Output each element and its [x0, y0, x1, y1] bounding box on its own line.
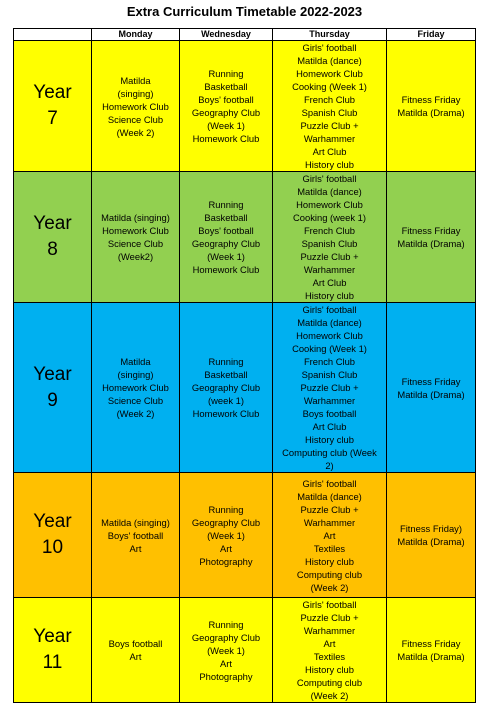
activity-item: Warhammer: [303, 395, 356, 406]
activity-item: Girls' football: [302, 173, 357, 184]
activity-item: (Week 2): [310, 581, 349, 593]
activity-item: French Club: [303, 225, 356, 236]
activity-item: Puzzle Club +: [300, 120, 359, 131]
year-label: 10: [41, 537, 64, 558]
activity-item: Homework Club: [296, 68, 363, 79]
wednesday-cell: [180, 598, 273, 703]
activity-item: Matilda (singing): [101, 212, 170, 223]
year-cell: [14, 598, 92, 703]
activity-item: Matilda (dance): [297, 186, 362, 197]
header-thursday: Thursday: [273, 29, 387, 41]
monday-cell: [92, 172, 180, 303]
year-cell: [14, 172, 92, 303]
activity-item: Homework Club: [296, 199, 363, 210]
activity-item: (week 1): [208, 395, 244, 406]
header-wednesday: Wednesday: [180, 29, 273, 41]
activity-item: Cooking (Week 1): [292, 81, 367, 92]
activity-item: Warhammer: [303, 264, 356, 275]
friday-cell: [387, 598, 476, 703]
activity-item: Puzzle Club +: [300, 382, 359, 393]
timetable-table: [13, 28, 476, 703]
activity-item: Boys football: [108, 638, 163, 649]
activity-item: (Week 1): [207, 529, 245, 541]
thursday-cell: [273, 172, 387, 303]
activity-item: Spanish Club: [301, 369, 358, 380]
year-label: Year: [33, 626, 72, 647]
activity-item: Spanish Club: [301, 238, 358, 249]
activity-item: Matilda (Drama): [397, 238, 465, 249]
year-label: Year: [33, 213, 72, 234]
year-label: Year: [33, 82, 72, 103]
activity-item: Fitness Friday: [401, 94, 461, 105]
activity-item: Photography: [199, 670, 253, 682]
activity-item: French Club: [303, 94, 356, 105]
thursday-cell: [273, 473, 387, 598]
activity-item: Art: [129, 651, 142, 662]
activity-item: Warhammer: [303, 133, 356, 144]
activity-item: (Week 2): [116, 126, 155, 138]
activity-item: Boys football: [302, 408, 357, 419]
activity-item: Matilda (Drama): [397, 388, 465, 400]
table-row: [14, 473, 476, 598]
year-cell: [14, 41, 92, 172]
activity-item: Science Club: [107, 238, 164, 249]
activity-item: Cooking (Week 1): [292, 343, 367, 354]
activity-item: Homework Club: [192, 133, 260, 144]
activity-item: (Week 1): [207, 251, 245, 262]
activity-item: Boys' football: [107, 529, 164, 541]
activity-item: Photography: [199, 555, 253, 567]
activity-item: (Week 2): [116, 408, 155, 419]
year-label: 7: [47, 108, 58, 129]
thursday-cell: [273, 598, 387, 703]
activity-item: Art: [220, 657, 232, 669]
activity-item: Fitness Friday: [401, 225, 461, 236]
activity-item: Running: [208, 68, 244, 79]
activity-item: Matilda (Drama): [397, 107, 465, 118]
table-row: [14, 598, 476, 703]
year-label: Year: [33, 363, 72, 385]
activity-item: Art: [129, 542, 142, 554]
table-row: [14, 41, 476, 172]
activity-item: Art: [220, 542, 232, 554]
activity-item: Spanish Club: [301, 107, 358, 118]
year-label: 9: [47, 389, 58, 411]
header-row: [14, 29, 476, 41]
activity-item: Girls' football: [302, 599, 357, 610]
activity-item: Art Club: [312, 277, 347, 288]
activity-item: Matilda: [120, 356, 151, 367]
year-label: 8: [47, 239, 58, 260]
activity-item: History club: [305, 555, 354, 567]
activity-item: Basketball: [204, 369, 248, 380]
activity-item: Geography Club: [191, 382, 261, 393]
activity-item: French Club: [303, 356, 356, 367]
activity-item: Warhammer: [303, 625, 356, 636]
activity-item: Puzzle Club +: [300, 612, 359, 623]
activity-item: Computing club (Week: [282, 447, 377, 458]
wednesday-cell: [180, 41, 273, 172]
activity-item: (Week 1): [207, 644, 245, 656]
year-cell: [14, 473, 92, 598]
header-year: [14, 29, 92, 41]
header-friday: Friday: [387, 29, 476, 41]
activity-item: Geography Club: [191, 516, 261, 528]
table-row: [14, 172, 476, 303]
year-label: Year: [33, 511, 72, 532]
timetable-body: [14, 41, 476, 703]
activity-item: History club: [305, 664, 354, 675]
activity-item: Computing club: [296, 568, 363, 580]
activity-item: Art Club: [312, 421, 347, 432]
activity-item: Textiles: [313, 651, 346, 662]
activity-item: Boys' football: [198, 225, 254, 236]
activity-item: Homework Club: [102, 382, 169, 393]
monday-cell: [92, 41, 180, 172]
activity-item: Running: [208, 199, 244, 210]
year-label: 11: [42, 652, 63, 673]
monday-cell: [92, 598, 180, 703]
activity-item: Boys' football: [198, 94, 254, 105]
activity-item: History club: [305, 434, 354, 445]
activity-item: Homework Club: [192, 408, 260, 419]
activity-item: Fitness Friday: [401, 375, 461, 387]
activity-item: Matilda (dance): [297, 317, 362, 328]
activity-item: Matilda (Drama): [397, 651, 465, 662]
wednesday-cell: [180, 303, 273, 473]
activity-item: Cooking (week 1): [293, 212, 366, 223]
activity-item: Art: [323, 638, 336, 649]
activity-item: Homework Club: [192, 264, 260, 275]
activity-item: Homework Club: [102, 225, 169, 236]
activity-item: Running: [208, 618, 244, 630]
activity-item: Homework Club: [102, 100, 169, 112]
thursday-cell: [273, 303, 387, 473]
activity-item: Running: [208, 356, 244, 367]
activity-item: Textiles: [313, 542, 346, 554]
activity-item: (singing): [117, 369, 154, 380]
wednesday-cell: [180, 172, 273, 303]
header-monday: Monday: [92, 29, 180, 41]
activity-item: Geography Club: [191, 107, 261, 118]
activity-item: Computing club: [296, 677, 363, 688]
activity-item: Matilda (Drama): [397, 536, 465, 547]
activity-item: Basketball: [204, 212, 248, 223]
activity-item: Girls' football: [302, 42, 357, 53]
activity-item: 2): [325, 460, 334, 471]
activity-item: Basketball: [204, 81, 248, 92]
activity-item: Art Club: [312, 146, 347, 157]
activity-item: Matilda (dance): [297, 490, 362, 502]
activity-item: Matilda (singing): [101, 516, 170, 528]
activity-item: Girls' football: [302, 304, 357, 315]
monday-cell: [92, 303, 180, 473]
friday-cell: [387, 473, 476, 598]
activity-item: Puzzle Club +: [300, 251, 359, 262]
activity-item: Fitness Friday: [401, 638, 461, 649]
activity-item: Art: [323, 529, 336, 541]
page-title: Extra Curriculum Timetable 2022-2023: [126, 4, 363, 19]
activity-item: Warhammer: [303, 516, 356, 528]
activity-item: History club: [305, 159, 354, 170]
friday-cell: [387, 41, 476, 172]
friday-cell: [387, 172, 476, 303]
thursday-cell: [273, 41, 387, 172]
activity-item: Geography Club: [191, 238, 261, 249]
year-cell: [14, 303, 92, 473]
activity-item: Matilda (dance): [297, 55, 362, 66]
wednesday-cell: [180, 473, 273, 598]
table-row: [14, 303, 476, 473]
activity-item: Running: [208, 503, 244, 515]
activity-item: Fitness Friday): [400, 523, 462, 534]
activity-item: History club: [305, 290, 354, 301]
activity-item: Homework Club: [296, 330, 363, 341]
activity-item: Matilda: [120, 74, 151, 86]
activity-item: (Week 1): [207, 120, 245, 131]
activity-item: Girls' football: [302, 477, 357, 489]
friday-cell: [387, 303, 476, 473]
activity-item: (Week 2): [310, 690, 349, 701]
activity-item: (Week2): [117, 251, 154, 262]
activity-item: (singing): [117, 87, 154, 99]
activity-item: Geography Club: [191, 631, 261, 643]
activity-item: Science Club: [107, 395, 164, 406]
monday-cell: [92, 473, 180, 598]
activity-item: Puzzle Club +: [300, 503, 359, 515]
activity-item: Science Club: [107, 113, 164, 125]
